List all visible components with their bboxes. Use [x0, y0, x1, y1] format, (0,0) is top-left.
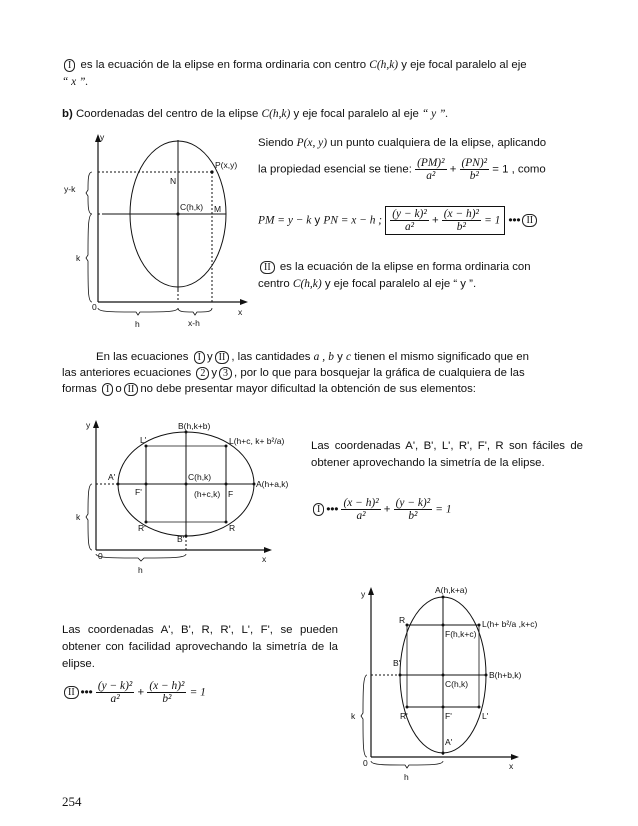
text: En las ecuaciones: [96, 351, 189, 363]
fraction: [390, 208, 429, 233]
paragraph-1: [62, 59, 582, 72]
text: la propiedad esencial se tiene:: [258, 163, 412, 176]
point-fp-label: F': [445, 711, 452, 721]
numerator: (x − h)²: [343, 497, 379, 509]
denominator: b²: [469, 170, 479, 182]
equals: = 1: [189, 686, 206, 699]
point-l-label: L(h+c, k+ b²/a): [229, 436, 285, 446]
text: Las coordenadas A', B', L', R', F', R son fáciles de obtener aprovechando la simetría de la elipse.: [311, 440, 583, 469]
denominator: b²: [162, 693, 172, 705]
axis-x-quote: [62, 76, 88, 88]
point-b-label: B(h,k+b): [178, 421, 211, 431]
middle-paragraph: [62, 349, 583, 397]
point-f-label: F: [228, 489, 234, 499]
boxed-equation: [385, 206, 505, 235]
text: las anteriores ecuaciones: [62, 367, 192, 379]
text: Coordenadas del centro de la elipse: [75, 108, 259, 120]
operator: +: [383, 503, 391, 516]
point-b-label: B(h+b,k): [489, 670, 522, 680]
equation-tag: I: [313, 503, 324, 516]
right-text-1b: [258, 259, 583, 293]
h-label: h: [135, 319, 140, 329]
denominator: b²: [408, 510, 418, 522]
point-n-label: N: [170, 176, 177, 186]
axis-label: “ y ”.: [422, 108, 449, 120]
fraction: [442, 208, 481, 233]
point-label: P(x, y): [296, 137, 327, 149]
var-b: b: [328, 351, 334, 363]
page-number: 254: [62, 794, 82, 809]
equation-tag: II: [124, 383, 139, 396]
fraction: [460, 157, 490, 182]
equation-tag: I: [102, 383, 113, 396]
operator: +: [137, 686, 145, 699]
equation-tag: II: [64, 686, 79, 699]
text: = 1 , como: [492, 163, 546, 176]
operator: +: [449, 163, 457, 176]
text: y: [337, 351, 343, 363]
center-label: C(h,k): [261, 108, 291, 120]
point-rp-label: R': [138, 523, 146, 533]
y-axis-label: y: [361, 589, 366, 599]
equation-tag: II: [215, 351, 230, 364]
point-r-label: R: [229, 523, 236, 533]
x-axis-label: x: [238, 307, 243, 317]
text: tienen el mismo significado que en: [354, 351, 529, 363]
fraction: [147, 680, 186, 705]
hc-label: (h+c,k): [194, 489, 221, 499]
fraction: [415, 157, 446, 182]
fraction: [341, 497, 380, 522]
text: , por lo que para bosquejar la gráfica de cualquiera de las: [234, 367, 525, 379]
text: y eje focal paralelo al eje “ y ”.: [324, 278, 477, 290]
fraction: [394, 497, 433, 522]
center-c-label: C(h,k): [188, 472, 212, 482]
essential-property: [258, 157, 588, 182]
item-label: b): [62, 108, 73, 120]
numerator: (PN)²: [461, 157, 488, 169]
point-bp-label: B': [393, 658, 401, 668]
figure-1: [62, 130, 252, 340]
operator: +: [431, 214, 439, 227]
origin-label: 0: [363, 758, 368, 768]
var-c: c: [345, 351, 352, 363]
point-l-label: L(h+ b²/a ,k+c): [482, 619, 538, 629]
right-text-1: [258, 137, 583, 149]
equation-ii: [258, 206, 588, 235]
equation-tag: II: [260, 261, 275, 274]
equation-tag: 2: [196, 367, 209, 380]
x-axis-label: x: [262, 554, 267, 564]
center-c-label: C(h,k): [445, 679, 469, 689]
denominator: a²: [426, 170, 436, 182]
paragraph-2: [62, 108, 582, 120]
denominator: a²: [110, 693, 120, 705]
text: y: [206, 351, 213, 363]
point-r-label: R: [399, 615, 406, 625]
numerator: (y − k)²: [395, 497, 431, 509]
left-text-3: [62, 622, 338, 673]
numerator: (y − k)²: [392, 208, 427, 220]
right-text-2: [311, 438, 583, 472]
figure-2: [62, 418, 312, 580]
h-label: h: [404, 772, 409, 782]
dots-icon: •••: [326, 503, 339, 516]
text: y eje focal paralelo al eje: [401, 59, 527, 71]
origin-label: 0: [98, 551, 103, 561]
numerator: (x − h)²: [443, 208, 479, 220]
text: o: [115, 383, 122, 395]
text: Siendo: [258, 137, 294, 149]
y-axis-label: y: [86, 420, 91, 430]
point-m-label: M: [214, 204, 222, 214]
point-fp-label: F': [135, 487, 142, 497]
text: es la ecuación de la elipse en forma ordinaria con: [279, 261, 531, 273]
h-label: h: [138, 565, 143, 575]
point-ap-label: A': [445, 737, 453, 747]
center-label: C(h,k): [369, 59, 399, 71]
denominator: a²: [404, 221, 415, 233]
yk-label: y-k: [64, 184, 76, 194]
origin-label: 0: [92, 302, 97, 312]
text: es la ecuación de la elipse en forma ordinaria con centro: [80, 59, 367, 71]
equals: = 1: [435, 503, 452, 516]
numerator: (y − k)²: [97, 680, 133, 692]
k-label: k: [76, 253, 81, 263]
x-axis-label: x: [509, 761, 514, 771]
denominator: a²: [356, 510, 366, 522]
text: y: [211, 367, 218, 379]
text: centro: [258, 278, 290, 290]
text: y: [314, 214, 321, 227]
equation-tag: 3: [219, 367, 232, 380]
center-c-label: C(h,k): [180, 202, 204, 212]
point-ap-label: A': [108, 472, 116, 482]
text: un punto cualquiera de la elipse, aplicando: [330, 137, 547, 149]
equation-ii-b: [62, 680, 206, 705]
dots-icon: •••: [508, 214, 521, 227]
k-label: k: [76, 512, 81, 522]
k-label: k: [351, 711, 356, 721]
center-label: C(h,k): [292, 278, 322, 290]
equation-tag: I: [64, 59, 75, 72]
xh-label: x-h: [188, 318, 200, 328]
text: , las cantidades: [231, 351, 311, 363]
dots-icon: •••: [80, 686, 93, 699]
point-f-label: F(h,k+c): [445, 629, 477, 639]
axis-label: “ x ”.: [62, 76, 89, 88]
point-rp-label: R': [400, 711, 408, 721]
y-axis-label: y: [100, 132, 105, 142]
text: no debe presentar mayor dificultad la obtención de sus elementos:: [140, 383, 476, 395]
figure-3: [345, 583, 580, 788]
point-a-label: A(h,k+a): [435, 585, 468, 595]
text: formas: [62, 383, 97, 395]
pm-expression: PM = y − k: [258, 214, 312, 227]
denominator: b²: [456, 221, 466, 233]
fraction: [96, 680, 135, 705]
numerator: (x − h)²: [149, 680, 185, 692]
point-bp-label: B': [177, 534, 185, 544]
pn-expression: PN = x − h ;: [323, 214, 383, 227]
equals: = 1: [484, 214, 501, 227]
numerator: (PM)²: [417, 157, 445, 169]
equation-tag: II: [522, 214, 537, 227]
point-a-label: A(h+a,k): [256, 479, 289, 489]
var-a: a ,: [313, 351, 326, 363]
point-lp-label: L': [140, 435, 147, 445]
text: Las coordenadas A', B', R, R', L', F', se pueden obtener con facilidad aprovechando la simetría de la elipse.: [62, 624, 338, 670]
equation-tag: I: [194, 351, 205, 364]
point-lp-label: L': [482, 711, 489, 721]
point-p-label: P(x,y): [215, 160, 238, 170]
equation-i: [311, 497, 452, 522]
text: y eje focal paralelo al eje: [293, 108, 419, 120]
